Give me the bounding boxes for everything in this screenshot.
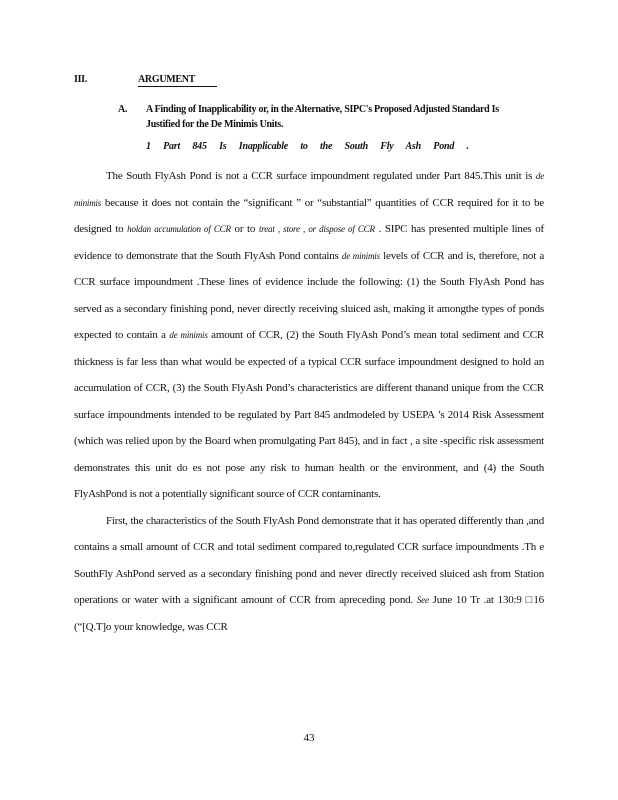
body-text	[74, 163, 544, 640]
sub-subheading: 1 Part 845 Is Inapplicable to the South Fly Ash Pond .	[146, 141, 469, 152]
section-number: III.	[74, 74, 87, 85]
subsection-heading	[118, 102, 516, 132]
page-number: 43	[303, 732, 315, 744]
paragraph-1: The South FlyAsh Pond is not a CCR surface impoundment regulated under Part 845.This unit is de minimis because it does not contain the “significant ” or “substantial” quantities of CCR required for it to be designed to holdan accumulation of CCR or to treat , store , or dispose of CCR . SIPC has presented multiple lines of evidence to demonstrate that the South FlyAsh Pond contains de minimis levels of CCR and is, therefore, not a CCR surface impoundment .These lines of evidence include the following: (1) the South FlyAsh Pond has served as a secondary finishing pond, never directly receiving sluiced ash, making it amongthe types of ponds expected to contain a de minimis amount of CCR, (2) the South FlyAsh Pond’s mean total sediment and CCR thickness is far less than what would be expected of a typical CCR surface impoundment designed to hold an accumulation of CCR, (3) the South FlyAsh Pond’s characteristics are different thanand unique from the CCR surface impoundments intended to be regulated by Part 845 andmodeled by USEPA ’s 2014 Risk Assessment (which was relied upon by the Board when promulgating Part 845), and in fact , a site -specific risk assessment demonstrates this unit do es not pose any risk to human health or the environment, and (4) the South FlyAshPond is not a potentially significant source of CCR contaminants.	[74, 170, 545, 500]
subsection-title: A Finding of Inapplicability or, in the Alternative, SIPC's Proposed Adjusted Standard Is Justified for the De Minimis Units.	[146, 104, 499, 130]
section-title: ARGUMENT	[138, 74, 217, 87]
paragraph-2: First, the characteristics of the South FlyAsh Pond demonstrate that it has operated differently than ,and contains a small amount of CCR and total sediment compared to,regulated CCR surface impoundments .Th e SouthFly AshPond served as a secondary finishing pond and never directly received sluiced ash from Station operations or water with a significant amount of CCR from apreceding pond. See June 10 Tr .at 130:9 □16 (“[Q.T]o your knowledge, was CCR	[74, 514, 544, 633]
subsection-label: A.	[118, 104, 128, 115]
